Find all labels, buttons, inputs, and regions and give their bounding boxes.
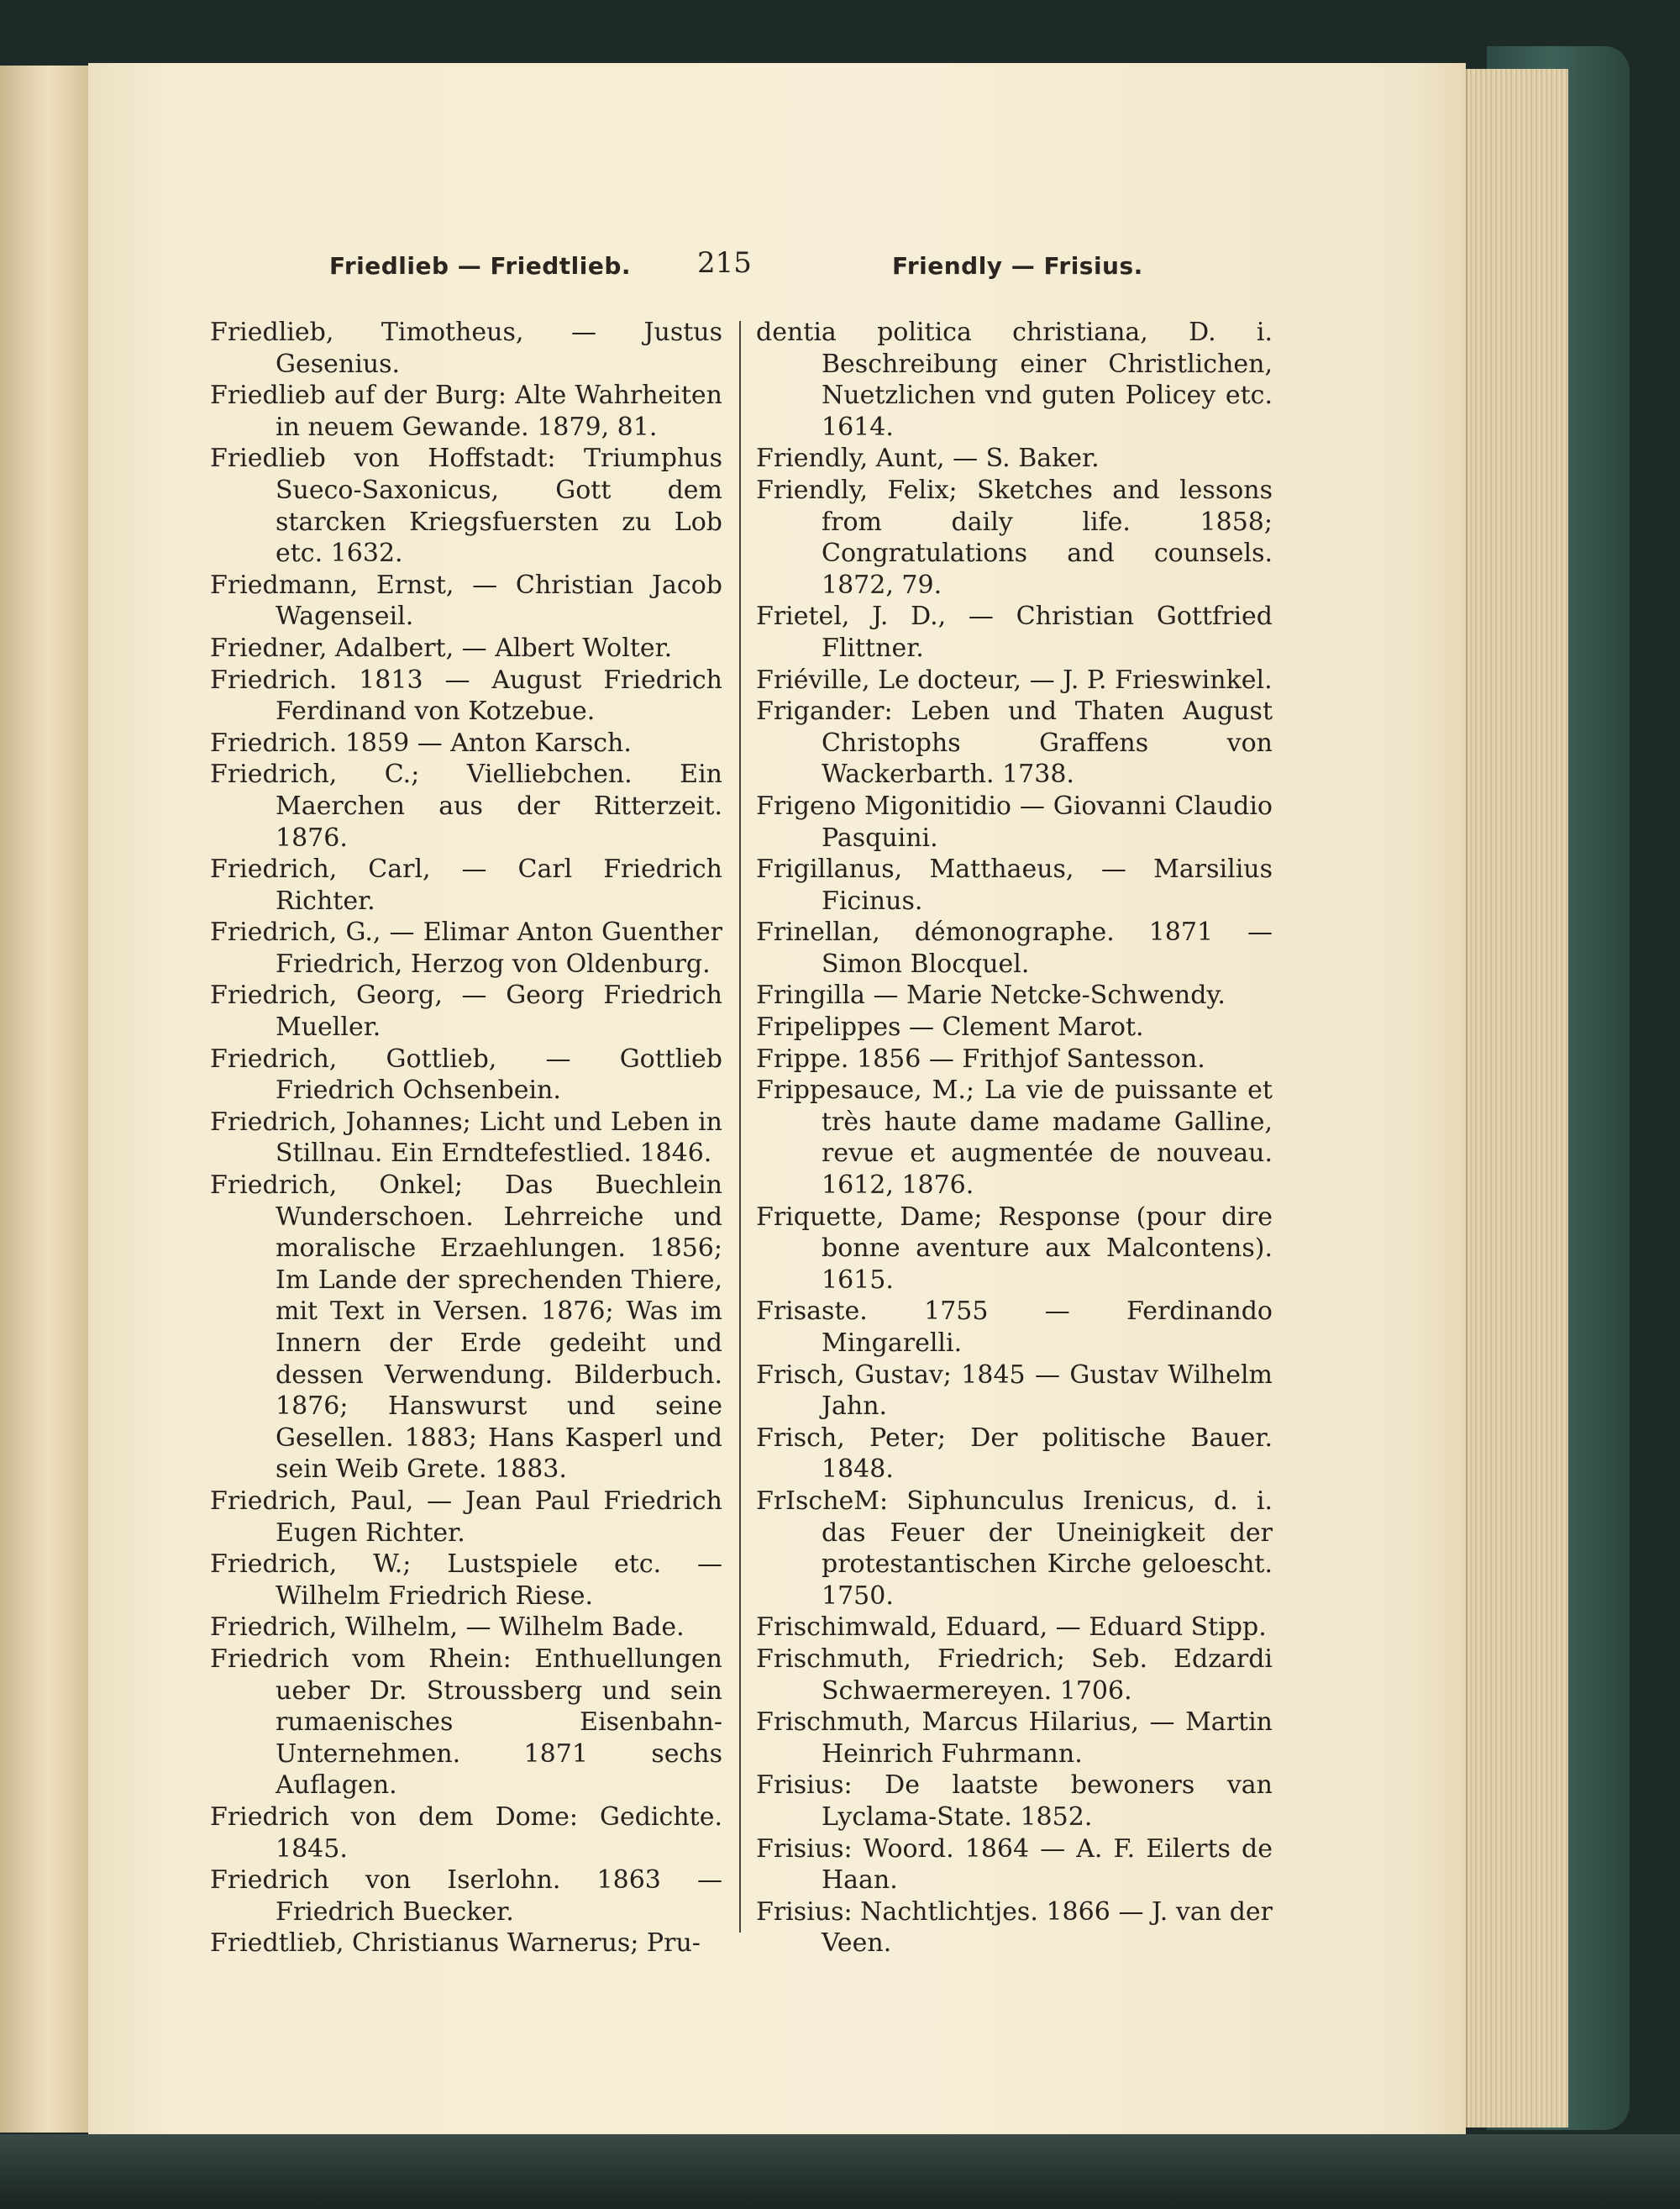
left-column [210, 317, 722, 1959]
book-cover-bottom [0, 2134, 1680, 2209]
column-divider [739, 321, 741, 1933]
index-entry: Friedrich, Georg, — Georg Friedrich Mueller. [210, 981, 722, 1043]
running-head-left: Friedlieb — Friedtlieb. [329, 252, 632, 280]
index-entry: Friendly, Aunt, — S. Baker. [756, 444, 1100, 474]
index-entry: Friedrich von Iserlohn. 1863 — Friedrich Buecker. [210, 1865, 722, 1927]
index-entry: Frietel, J. D., — Christian Gottfried Flittner. [756, 602, 1273, 663]
index-entry: Frigeno Migonitidio — Giovanni Claudio Pasquini. [756, 791, 1273, 853]
index-entry: Frigander: Leben und Thaten August Christophs Graffens von Wackerbarth. 1738. [756, 697, 1273, 790]
index-entry: Friedlieb, Timotheus, — Justus Gesenius. [210, 318, 722, 379]
index-entry: Frischmuth, Marcus Hilarius, — Martin Heinrich Fuhrmann. [756, 1707, 1273, 1769]
index-entry: Friedner, Adalbert, — Albert Wolter. [210, 633, 673, 663]
index-entry: Friendly, Felix; Sketches and lessons from daily life. 1858; Congratulations and counsels. 1872, 79. [756, 475, 1273, 600]
index-entry: Frischimwald, Eduard, — Eduard Stipp. [756, 1612, 1267, 1643]
index-entry: Frigillanus, Matthaeus, — Marsilius Ficinus. [756, 855, 1273, 916]
index-entry: Friéville, Le docteur, — J. P. Frieswinkel. [756, 665, 1273, 695]
index-entry: Frisaste. 1755 — Ferdinando Mingarelli. [756, 1296, 1273, 1358]
index-entry: Friedrich, Wilhelm, — Wilhelm Bade. [210, 1612, 685, 1643]
index-entry: Frisius: Woord. 1864 — A. F. Eilerts de Haan. [756, 1833, 1273, 1896]
index-entry: Friedlieb von Hoffstadt: Triumphus Sueco-Saxonicus, Gott dem starcken Kriegsfuersten zu Lob etc. 1632. [210, 444, 722, 569]
index-entry: Frisius: Nachtlichtjes. 1866 — J. van der Veen. [756, 1896, 1273, 1959]
running-head-right: Friendly — Frisius. [892, 252, 1143, 280]
index-entry: Friedrich, W.; Lustspiele etc. — Wilhelm Friedrich Riese. [210, 1549, 722, 1611]
right-column [756, 317, 1273, 1959]
facing-page-edge [0, 66, 88, 2133]
page-stack-edges [1466, 69, 1568, 2127]
index-entry: Friedrich, G., — Elimar Anton Guenther Friedrich, Herzog von Oldenburg. [210, 918, 722, 979]
index-entry: Friedrich. 1813 — August Friedrich Ferdinand von Kotzebue. [210, 665, 722, 727]
index-entry: Frisius: De laatste bewoners van Lyclama-State. 1852. [756, 1770, 1273, 1832]
index-entry: Friquette, Dame; Response (pour dire bonne aventure aux Malcontens). 1615. [756, 1202, 1273, 1295]
index-entry: Frippe. 1856 — Frithjof Santesson. [756, 1044, 1205, 1074]
index-entry: Friedrich, Paul, — Jean Paul Friedrich Eugen Richter. [210, 1486, 722, 1548]
index-entry: Frisch, Gustav; 1845 — Gustav Wilhelm Jahn. [756, 1360, 1273, 1422]
index-entry: Friedmann, Ernst, — Christian Jacob Wagenseil. [210, 570, 722, 632]
index-entry: Friedrich, Onkel; Das Buechlein Wunderschoen. Lehrreiche und moralische Erzaehlungen. 1856; Im Lande der sprechenden Thiere, mit Text in Versen. 1876; Was im Innern der Erde gedeiht und dessen Verwendung. Bilderbuch. 1876; Hanswurst und seine Gesellen. 1883; Hans Kasperl und sein Weib Grete. 1883. [210, 1170, 722, 1485]
index-entry: Friedrich, C.; Vielliebchen. Ein Maerchen aus der Ritterzeit. 1876. [210, 760, 722, 853]
index-entry: Frippesauce, M.; La vie de puissante et très haute dame madame Galline, revue et augmentée de nouveau. 1612, 1876. [756, 1076, 1273, 1201]
index-entry: dentia politica christiana, D. i. Beschreibung einer Christlichen, Nuetzlichen vnd guten Policey etc. 1614. [756, 318, 1273, 442]
page-number: 215 [697, 246, 752, 280]
index-entry: Fripelippes — Clement Marot. [756, 1012, 1144, 1043]
index-entry: Frisch, Peter; Der politische Bauer. 1848. [756, 1423, 1273, 1485]
index-entry: Friedlieb auf der Burg: Alte Wahrheiten in neuem Gewande. 1879, 81. [210, 381, 722, 442]
index-entry: Friedrich, Johannes; Licht und Leben in Stillnau. Ein Erndtefestlied. 1846. [210, 1107, 722, 1169]
index-entry: Friedrich, Carl, — Carl Friedrich Richter. [210, 855, 722, 916]
index-entry: Friedrich von dem Dome: Gedichte. 1845. [210, 1801, 722, 1864]
index-entry: Friedrich, Gottlieb, — Gottlieb Friedrich Ochsenbein. [210, 1044, 722, 1106]
index-entry: Fringilla — Marie Netcke-Schwendy. [756, 981, 1226, 1011]
index-entry: Frinellan, démonographe. 1871 — Simon Blocquel. [756, 918, 1273, 979]
index-entry: Friedrich vom Rhein: Enthuellungen ueber Dr. Stroussberg und sein rumaenisches Eisenbahn-Unternehmen. 1871 sechs Auflagen. [210, 1644, 722, 1801]
index-entry: FrIscheM: Siphunculus Irenicus, d. i. das Feuer der Uneinigkeit der protestantischen Kirche geloescht. 1750. [756, 1486, 1273, 1611]
index-entry: Friedtlieb, Christianus Warnerus; Pru- [210, 1928, 701, 1959]
index-entry: Frischmuth, Friedrich; Seb. Edzardi Schwaermereyen. 1706. [756, 1644, 1273, 1706]
index-entry: Friedrich. 1859 — Anton Karsch. [210, 728, 632, 758]
